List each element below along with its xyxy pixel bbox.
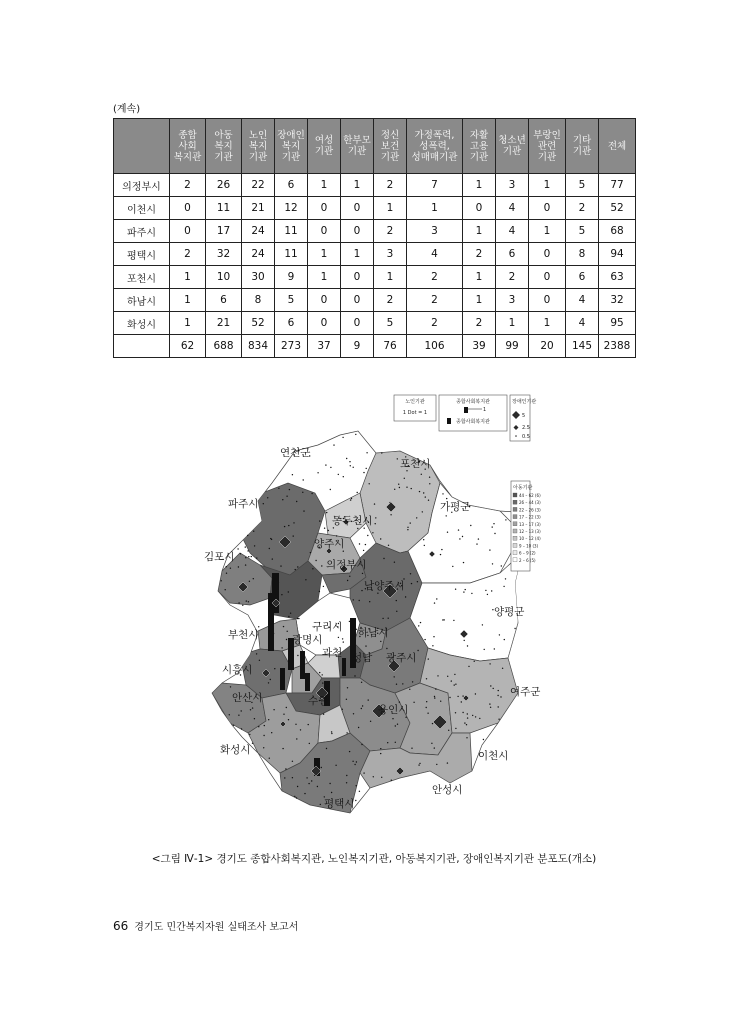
legend-child-swatch (513, 507, 517, 511)
label-pocheon: 포천시 (400, 458, 431, 470)
column-header: 여성 기관 (308, 119, 341, 174)
table-cell: 0 (170, 197, 206, 220)
table-cell: 0 (308, 289, 341, 312)
column-header: 기타 기관 (566, 119, 599, 174)
column-header (114, 119, 170, 174)
table-cell: 4 (566, 312, 599, 335)
legend-disabled-v2: 2.5 (522, 425, 530, 431)
table-cell: 6 (275, 174, 308, 197)
table-cell: 76 (374, 335, 407, 358)
legend-child-class: 9 – 10 (3) (519, 543, 539, 549)
legend-child-class: 2 – 6 (5) (519, 557, 536, 563)
table-cell: 1 (308, 266, 341, 289)
legend-welfare (439, 395, 507, 431)
table-cell: 0 (341, 289, 374, 312)
row-label: 의정부시 (114, 174, 170, 197)
table-cell: 106 (407, 335, 463, 358)
table-cell: 11 (275, 243, 308, 266)
table-row (114, 174, 636, 197)
table-cell: 1 (463, 289, 496, 312)
legend-senior-dot: 1 Dot = 1 (402, 410, 428, 416)
label-yangpyeong: 양평군 (494, 606, 525, 618)
column-header: 아동 복지 기관 (206, 119, 242, 174)
table-cell: 1 (341, 174, 374, 197)
legend-disabled-title: 장애인기관 (512, 399, 537, 405)
column-header: 장애인 복지 기관 (275, 119, 308, 174)
table-cell: 5 (374, 312, 407, 335)
label-guri: 구리시 (312, 621, 343, 633)
table-cell: 3 (496, 174, 529, 197)
table-cell: 94 (599, 243, 636, 266)
legend-child-swatch (513, 493, 517, 497)
table-cell: 68 (599, 220, 636, 243)
legend-welfare-title: 종합사회복지관 (456, 399, 490, 405)
table-total-row (114, 335, 636, 358)
table-cell: 0 (463, 197, 496, 220)
table-cell: 8 (566, 243, 599, 266)
legend-child-class: 17 – 22 (3) (519, 514, 541, 520)
row-label: 이천시 (114, 197, 170, 220)
legend-child-swatch (513, 543, 517, 547)
table-cell: 1 (463, 266, 496, 289)
table-cell: 39 (463, 335, 496, 358)
table-cell: 2 (566, 197, 599, 220)
table-cell: 9 (341, 335, 374, 358)
table-cell: 2 (463, 312, 496, 335)
table-cell: 0 (529, 289, 566, 312)
legend-welfare-bar-label: 종합사회복지관 (456, 419, 490, 425)
table-cell: 1 (170, 266, 206, 289)
table-cell: 834 (242, 335, 275, 358)
table-cell: 77 (599, 174, 636, 197)
table-cell: 0 (308, 312, 341, 335)
legend-welfare-value: 1 (483, 407, 487, 413)
table-cell: 6 (206, 289, 242, 312)
table-cell: 21 (242, 197, 275, 220)
table-cell: 1 (374, 197, 407, 220)
table-cell: 37 (308, 335, 341, 358)
table-cell: 1 (529, 312, 566, 335)
table-cell: 3 (407, 220, 463, 243)
legend-child-swatch (513, 500, 517, 504)
table-cell: 1 (407, 197, 463, 220)
legend-child-class: 13 – 17 (3) (519, 521, 541, 527)
table-cell: 2 (374, 289, 407, 312)
table-cell: 17 (206, 220, 242, 243)
table-cell: 2 (463, 243, 496, 266)
table-cell: 24 (242, 220, 275, 243)
label-siheung: 시흥시 (222, 664, 253, 676)
table-cell: 2 (374, 220, 407, 243)
table-cell: 1 (341, 243, 374, 266)
label-yongin: 용인시 (378, 704, 409, 716)
table-cell: 2 (496, 266, 529, 289)
table-cell: 22 (242, 174, 275, 197)
table-cell: 1 (170, 312, 206, 335)
table-cell: 2 (170, 174, 206, 197)
table-cell: 0 (341, 266, 374, 289)
table-cell: 1 (463, 174, 496, 197)
label-paju: 파주시 (228, 498, 259, 510)
table-cell: 0 (529, 197, 566, 220)
label-namyangju: 남양주시 (364, 580, 405, 592)
legend-child-class: 12 – 13 (3) (519, 529, 541, 534)
table-cell: 1 (463, 220, 496, 243)
table-cell: 0 (529, 266, 566, 289)
table-cell: 2 (374, 174, 407, 197)
column-header: 한부모 기관 (341, 119, 374, 174)
table-cell: 2 (407, 289, 463, 312)
row-label: 포천시 (114, 266, 170, 289)
table-cell: 5 (566, 220, 599, 243)
legend-senior-title: 노인기관 (405, 399, 425, 405)
label-hanam: 하남시 (358, 627, 389, 639)
table-cell: 3 (496, 289, 529, 312)
row-label (114, 335, 170, 358)
table-cell: 21 (206, 312, 242, 335)
report-title: 경기도 민간복지자원 실태조사 보고서 (134, 922, 299, 933)
label-pyeongtaek: 평택시 (324, 798, 355, 810)
legend-senior (394, 395, 436, 421)
table-cell: 5 (566, 174, 599, 197)
institutions-table (113, 118, 636, 358)
table-row (114, 197, 636, 220)
table-cell: 5 (275, 289, 308, 312)
welfare-bar-gwangmyeong (300, 651, 305, 679)
column-header: 자활 고용 기관 (463, 119, 496, 174)
row-label: 화성시 (114, 312, 170, 335)
table-cell: 12 (275, 197, 308, 220)
legend-disabled-v3: 0.5 (522, 434, 530, 440)
table-cell: 8 (242, 289, 275, 312)
legend-child-swatch (513, 551, 517, 555)
label-icheon: 이천시 (478, 750, 509, 762)
table-cell: 30 (242, 266, 275, 289)
welfare-bar-seongnam (342, 658, 346, 676)
row-label: 평택시 (114, 243, 170, 266)
table-cell: 0 (308, 197, 341, 220)
table-cell: 99 (496, 335, 529, 358)
row-label: 하남시 (114, 289, 170, 312)
table-cell: 273 (275, 335, 308, 358)
legend-disabled-v1: 5 (522, 413, 526, 419)
distribution-map (200, 393, 541, 823)
label-hwaseong: 화성시 (220, 744, 251, 756)
label-seongnam: 성남 (352, 652, 373, 664)
table-row (114, 312, 636, 335)
table-cell: 145 (566, 335, 599, 358)
label-gwangmyeong: 광명시 (292, 634, 323, 646)
table-header-row (114, 119, 636, 174)
legend-child-swatch (513, 558, 517, 562)
table-cell: 0 (341, 220, 374, 243)
table-cell: 1 (374, 266, 407, 289)
legend-child-class: 26 – 44 (3) (519, 500, 541, 506)
welfare-bar-anyang (305, 673, 310, 691)
label-anseong: 안성시 (432, 784, 463, 796)
table-cell: 0 (308, 220, 341, 243)
label-ansan: 안산시 (232, 692, 263, 704)
label-gwacheon: 과천 (322, 647, 343, 659)
table-cell: 24 (242, 243, 275, 266)
table-cell: 0 (341, 197, 374, 220)
table-cell: 2 (170, 243, 206, 266)
table-cell: 1 (308, 174, 341, 197)
legend-child-title: 아동기관 (513, 485, 533, 491)
label-yeoncheon: 연천군 (280, 447, 311, 459)
label-gwangju: 광주시 (386, 652, 417, 664)
legend-child-swatch (513, 515, 517, 519)
table-cell: 6 (566, 266, 599, 289)
table-cell: 1 (529, 174, 566, 197)
table-cell: 9 (275, 266, 308, 289)
table-cell: 0 (529, 243, 566, 266)
column-header: 가정폭력, 성폭력, 성매매기관 (407, 119, 463, 174)
table-cell: 10 (206, 266, 242, 289)
column-header: 정신 보건 기관 (374, 119, 407, 174)
table-row (114, 289, 636, 312)
label-suwon: 수원 (308, 695, 329, 707)
legend-child-class: 6 – 9 (2) (519, 550, 536, 556)
table-cell: 52 (242, 312, 275, 335)
table-cell: 62 (170, 335, 206, 358)
table-cell: 7 (407, 174, 463, 197)
column-header: 전체 (599, 119, 636, 174)
legend-child-swatch (513, 536, 517, 540)
table-cell: 6 (496, 243, 529, 266)
page-number: 66 (113, 919, 129, 933)
label-gapyeong: 가평군 (440, 501, 471, 513)
table-cell: 1 (308, 243, 341, 266)
welfare-bar-siheung (280, 668, 285, 690)
legend-child (511, 481, 541, 571)
table-cell: 11 (206, 197, 242, 220)
column-header: 노인 복지 기관 (242, 119, 275, 174)
table-row (114, 220, 636, 243)
table-cell: 52 (599, 197, 636, 220)
table-cell: 4 (496, 220, 529, 243)
table-cell: 2 (407, 266, 463, 289)
table-cell: 2 (407, 312, 463, 335)
table-row (114, 243, 636, 266)
column-header: 부랑인 관련 기관 (529, 119, 566, 174)
table-cell: 6 (275, 312, 308, 335)
legend-child-swatch (513, 529, 517, 533)
legend-child-class: 22 – 26 (3) (519, 507, 541, 513)
table-cell: 32 (599, 289, 636, 312)
column-header: 종합 사회 복지관 (170, 119, 206, 174)
table-cell: 3 (374, 243, 407, 266)
label-bucheon: 부천시 (228, 629, 259, 641)
label-dongducheon: 동두천시 (332, 515, 373, 527)
table-cell: 4 (407, 243, 463, 266)
table-cell: 20 (529, 335, 566, 358)
column-header: 청소년 기관 (496, 119, 529, 174)
table-row (114, 266, 636, 289)
label-gimpo: 김포시 (204, 551, 235, 563)
label-yangju: 양주시 (314, 538, 345, 550)
label-yeoju: 여주군 (510, 686, 541, 698)
table-cell: 1 (496, 312, 529, 335)
table-cell: 0 (341, 312, 374, 335)
table-cell: 26 (206, 174, 242, 197)
table-cell: 1 (170, 289, 206, 312)
legend-child-swatch (513, 522, 517, 526)
label-uijeongbu: 의정부시 (326, 559, 367, 571)
table-cell: 1 (529, 220, 566, 243)
table-cell: 63 (599, 266, 636, 289)
legend-child-class: 44 – 62 (6) (519, 493, 541, 498)
row-label: 파주시 (114, 220, 170, 243)
table-cell: 4 (566, 289, 599, 312)
table-cell: 0 (170, 220, 206, 243)
table-cell: 32 (206, 243, 242, 266)
figure-caption: <그림 Ⅳ-1> 경기도 종합사회복지관, 노인복지기관, 아동복지기관, 장애인복지기관 분포도(개소) (151, 853, 597, 865)
legend-disabled (510, 395, 536, 441)
legend-child-class: 10 – 12 (4) (519, 536, 541, 542)
table-cell: 4 (496, 197, 529, 220)
table-cell: 688 (206, 335, 242, 358)
page-footer (113, 918, 298, 933)
table-cell: 95 (599, 312, 636, 335)
table-cell: 2388 (599, 335, 636, 358)
table-cell: 11 (275, 220, 308, 243)
continued-label: (계속) (113, 104, 141, 115)
